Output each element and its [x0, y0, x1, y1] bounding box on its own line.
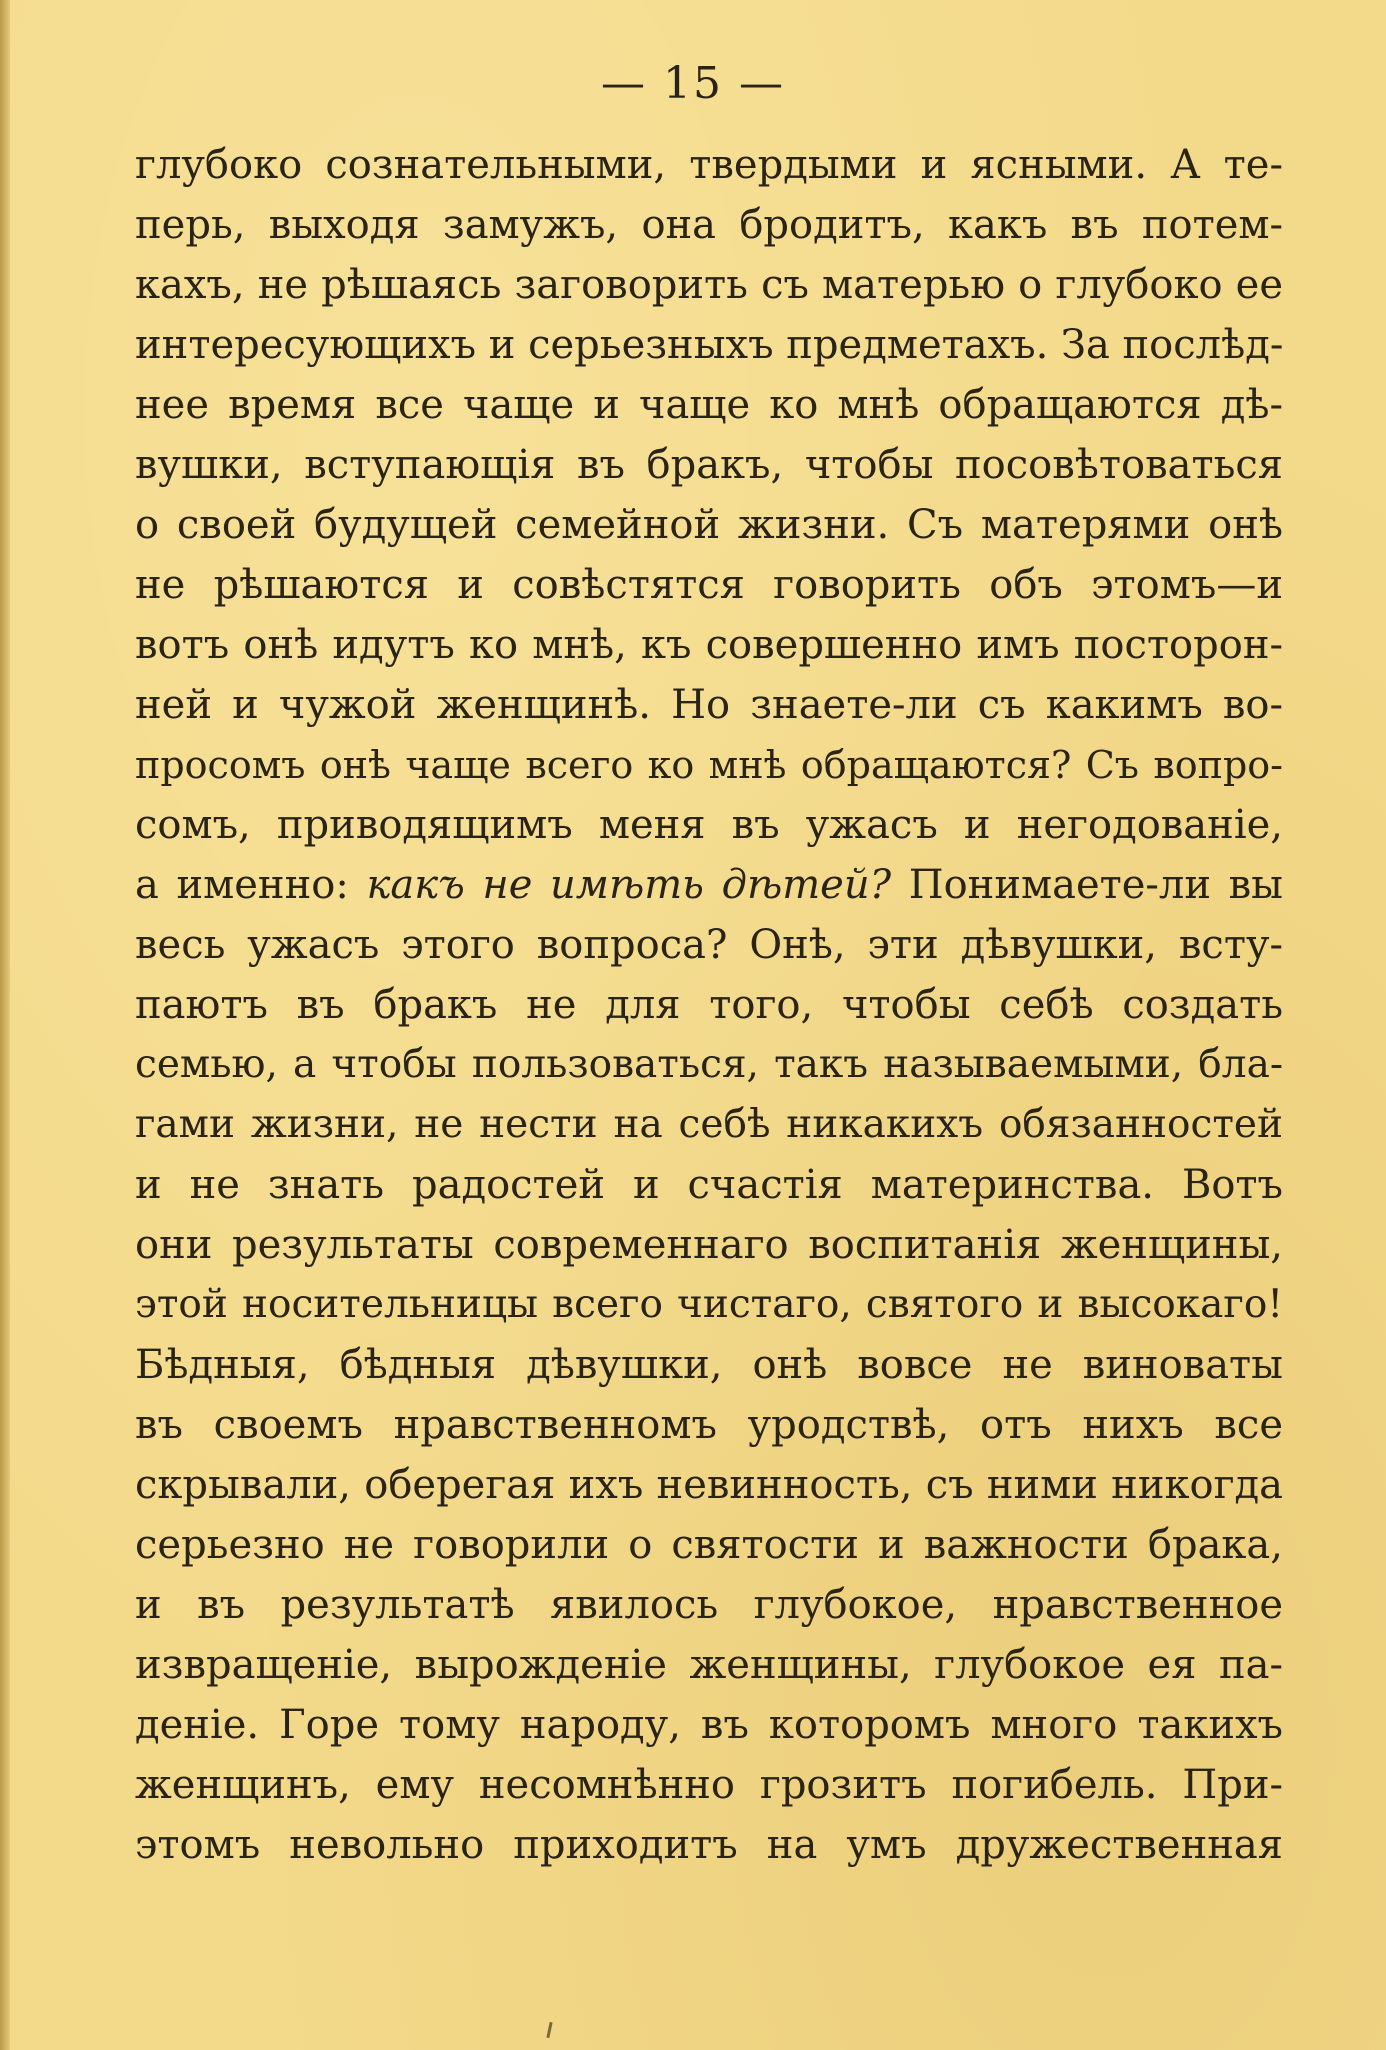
text-line: сомъ, приводящимъ меня въ ужасъ и негодованіе, [135, 802, 1283, 848]
text-line: серьезно не говорили о святости и важности брака, [135, 1522, 1283, 1568]
page-number: — 15 — [601, 58, 785, 109]
text-segment: Понимаете-ли вы [891, 862, 1284, 908]
italic-phrase: какъ не имѣть дѣтей? [366, 862, 892, 908]
text-line: о своей будущей семейной жизни. Съ матерями онѣ [135, 502, 1283, 548]
text-line: кахъ, не рѣшаясь заговорить съ матерью о глубоко ее [135, 262, 1283, 308]
text-line: гами жизни, не нести на себѣ никакихъ обязанностей [135, 1102, 1283, 1147]
text-line: вушки, вступающія въ бракъ, чтобы посовѣтоваться [135, 442, 1283, 488]
text-line: интересующихъ и серьезныхъ предметахъ. За послѣд- [135, 322, 1284, 368]
text-line: женщинъ, ему несомнѣнно грозитъ погибель. При- [135, 1762, 1283, 1808]
page-binding-edge [0, 0, 10, 2050]
text-line: Бѣдныя, бѣдныя дѣвушки, онѣ вовсе не виноваты [135, 1342, 1283, 1388]
text-line: глубоко сознательными, твердыми и ясными. А те- [135, 142, 1283, 188]
text-line [135, 855, 1283, 915]
text-line: семью, а чтобы пользоваться, такъ называемыми, бла- [135, 1042, 1283, 1087]
text-line: этой носительницы всего чистаго, святого и высокаго! [135, 1282, 1283, 1327]
text-line: просомъ онѣ чаще всего ко мнѣ обращаются? Съ вопро- [135, 743, 1283, 787]
text-line: деніе. Горе тому народу, въ которомъ много такихъ [135, 1702, 1283, 1748]
body-text [135, 135, 1283, 1875]
text-line: извращеніе, вырожденіе женщины, глубокое ея па- [135, 1642, 1283, 1688]
text-line: не рѣшаются и совѣстятся говорить объ этомъ—и [135, 562, 1283, 608]
text-line: и въ результатѣ явилось глубокое, нравственное [135, 1582, 1283, 1628]
text-line: нее время все чаще и чаще ко мнѣ обращаются дѣ- [135, 382, 1283, 428]
text-line: они результаты современнаго воспитанія женщины, [135, 1222, 1283, 1268]
text-line: въ своемъ нравственномъ уродствѣ, отъ нихъ все [135, 1402, 1283, 1448]
text-segment: а именно: [135, 862, 367, 908]
text-line: этомъ невольно приходитъ на умъ дружественная [135, 1822, 1283, 1868]
text-line: весь ужасъ этого вопроса? Онѣ, эти дѣвушки, всту- [135, 922, 1283, 968]
text-line: и не знать радостей и счастія материнства. Вотъ [135, 1162, 1283, 1208]
text-line: ней и чужой женщинѣ. Но знаете-ли съ какимъ во- [135, 682, 1283, 728]
text-line: вотъ онѣ идутъ ко мнѣ, къ совершенно имъ посторон- [135, 622, 1283, 668]
text-line: паютъ въ бракъ не для того, чтобы себѣ создать [135, 982, 1283, 1028]
ink-mark [546, 2022, 552, 2038]
text-line: скрывали, оберегая ихъ невинность, съ ними никогда [135, 1462, 1283, 1508]
text-line: перь, выходя замужъ, она бродитъ, какъ въ потем- [135, 202, 1283, 248]
